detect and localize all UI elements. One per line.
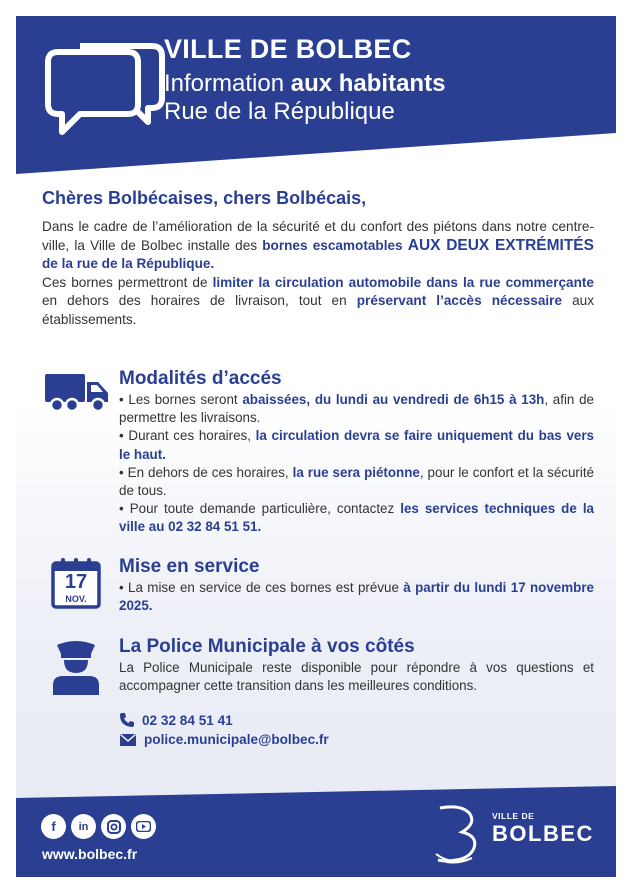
calendar-day: 17 xyxy=(64,571,88,593)
police-phone-number: 02 32 84 51 41 xyxy=(142,712,233,728)
instagram-icon[interactable] xyxy=(101,814,126,839)
header-street: Rue de la République xyxy=(164,98,395,125)
greeting: Chères Bolbécaises, chers Bolbécais, xyxy=(42,188,367,208)
logo-big-text: BOLBEC xyxy=(492,821,594,846)
speech-bubbles-icon xyxy=(40,38,170,148)
police-phone[interactable] xyxy=(119,712,233,728)
section-title-mise-en-service: Mise en service xyxy=(119,556,260,577)
facebook-icon[interactable]: f xyxy=(41,814,66,839)
section-body-modalites: • Les bornes seront abaissées, du lundi au vendredi de 6h15 à 13h, afin de permettre les livraisons. • Durant ces horaires, la circulation devra se faire uniquement du bas vers le haut. • En dehors de ces horaires, la rue sera piétonne, pour le confort et la sécurité de tous. • Pour toute demande particulière, contactez les services techniques de la ville au 02 32 84 51 51. xyxy=(119,392,595,535)
envelope-icon xyxy=(119,733,137,747)
flyer-page xyxy=(16,16,616,877)
youtube-icon[interactable] xyxy=(131,814,156,839)
linkedin-icon[interactable]: in xyxy=(71,814,96,839)
section-title-modalites: Modalités d’accés xyxy=(119,368,282,389)
website-link[interactable]: www.bolbec.fr xyxy=(42,846,138,862)
section-body-mise-en-service: • La mise en service de ces bornes est prévue à partir du lundi 17 novembre 2025. xyxy=(119,580,594,614)
page-title: VILLE DE BOLBEC xyxy=(164,34,412,64)
intro-paragraph: Dans le cadre de l’amélioration de la sécurité et du confort des piétons dans notre centre-ville, la Ville de Bolbec installe des bornes escamotables AUX DEUX EXTRÉMITÉS de la rue de la République. Ces bornes permettront de limiter la circulation automobile dans la rue commerçante en dehors des horaires de livraison, tout en préservant l’accès nécessaire aux établissements. xyxy=(42,219,594,327)
section-body-police: La Police Municipale reste disponible pour répondre à vos questions et accompagner cette transition dans les meilleures conditions. xyxy=(119,660,594,694)
police-officer-icon xyxy=(49,639,103,695)
police-email[interactable] xyxy=(119,732,329,747)
delivery-truck-icon xyxy=(44,372,110,414)
calendar-month: NOV. xyxy=(65,594,87,604)
phone-icon xyxy=(119,712,135,728)
header-subtitle: Information aux habitants xyxy=(164,70,446,97)
social-links xyxy=(41,814,156,839)
logo-small-text: VILLE DE xyxy=(492,811,535,821)
section-title-police: La Police Municipale à vos côtés xyxy=(119,636,415,657)
police-email-address: police.municipale@bolbec.fr xyxy=(144,732,329,747)
